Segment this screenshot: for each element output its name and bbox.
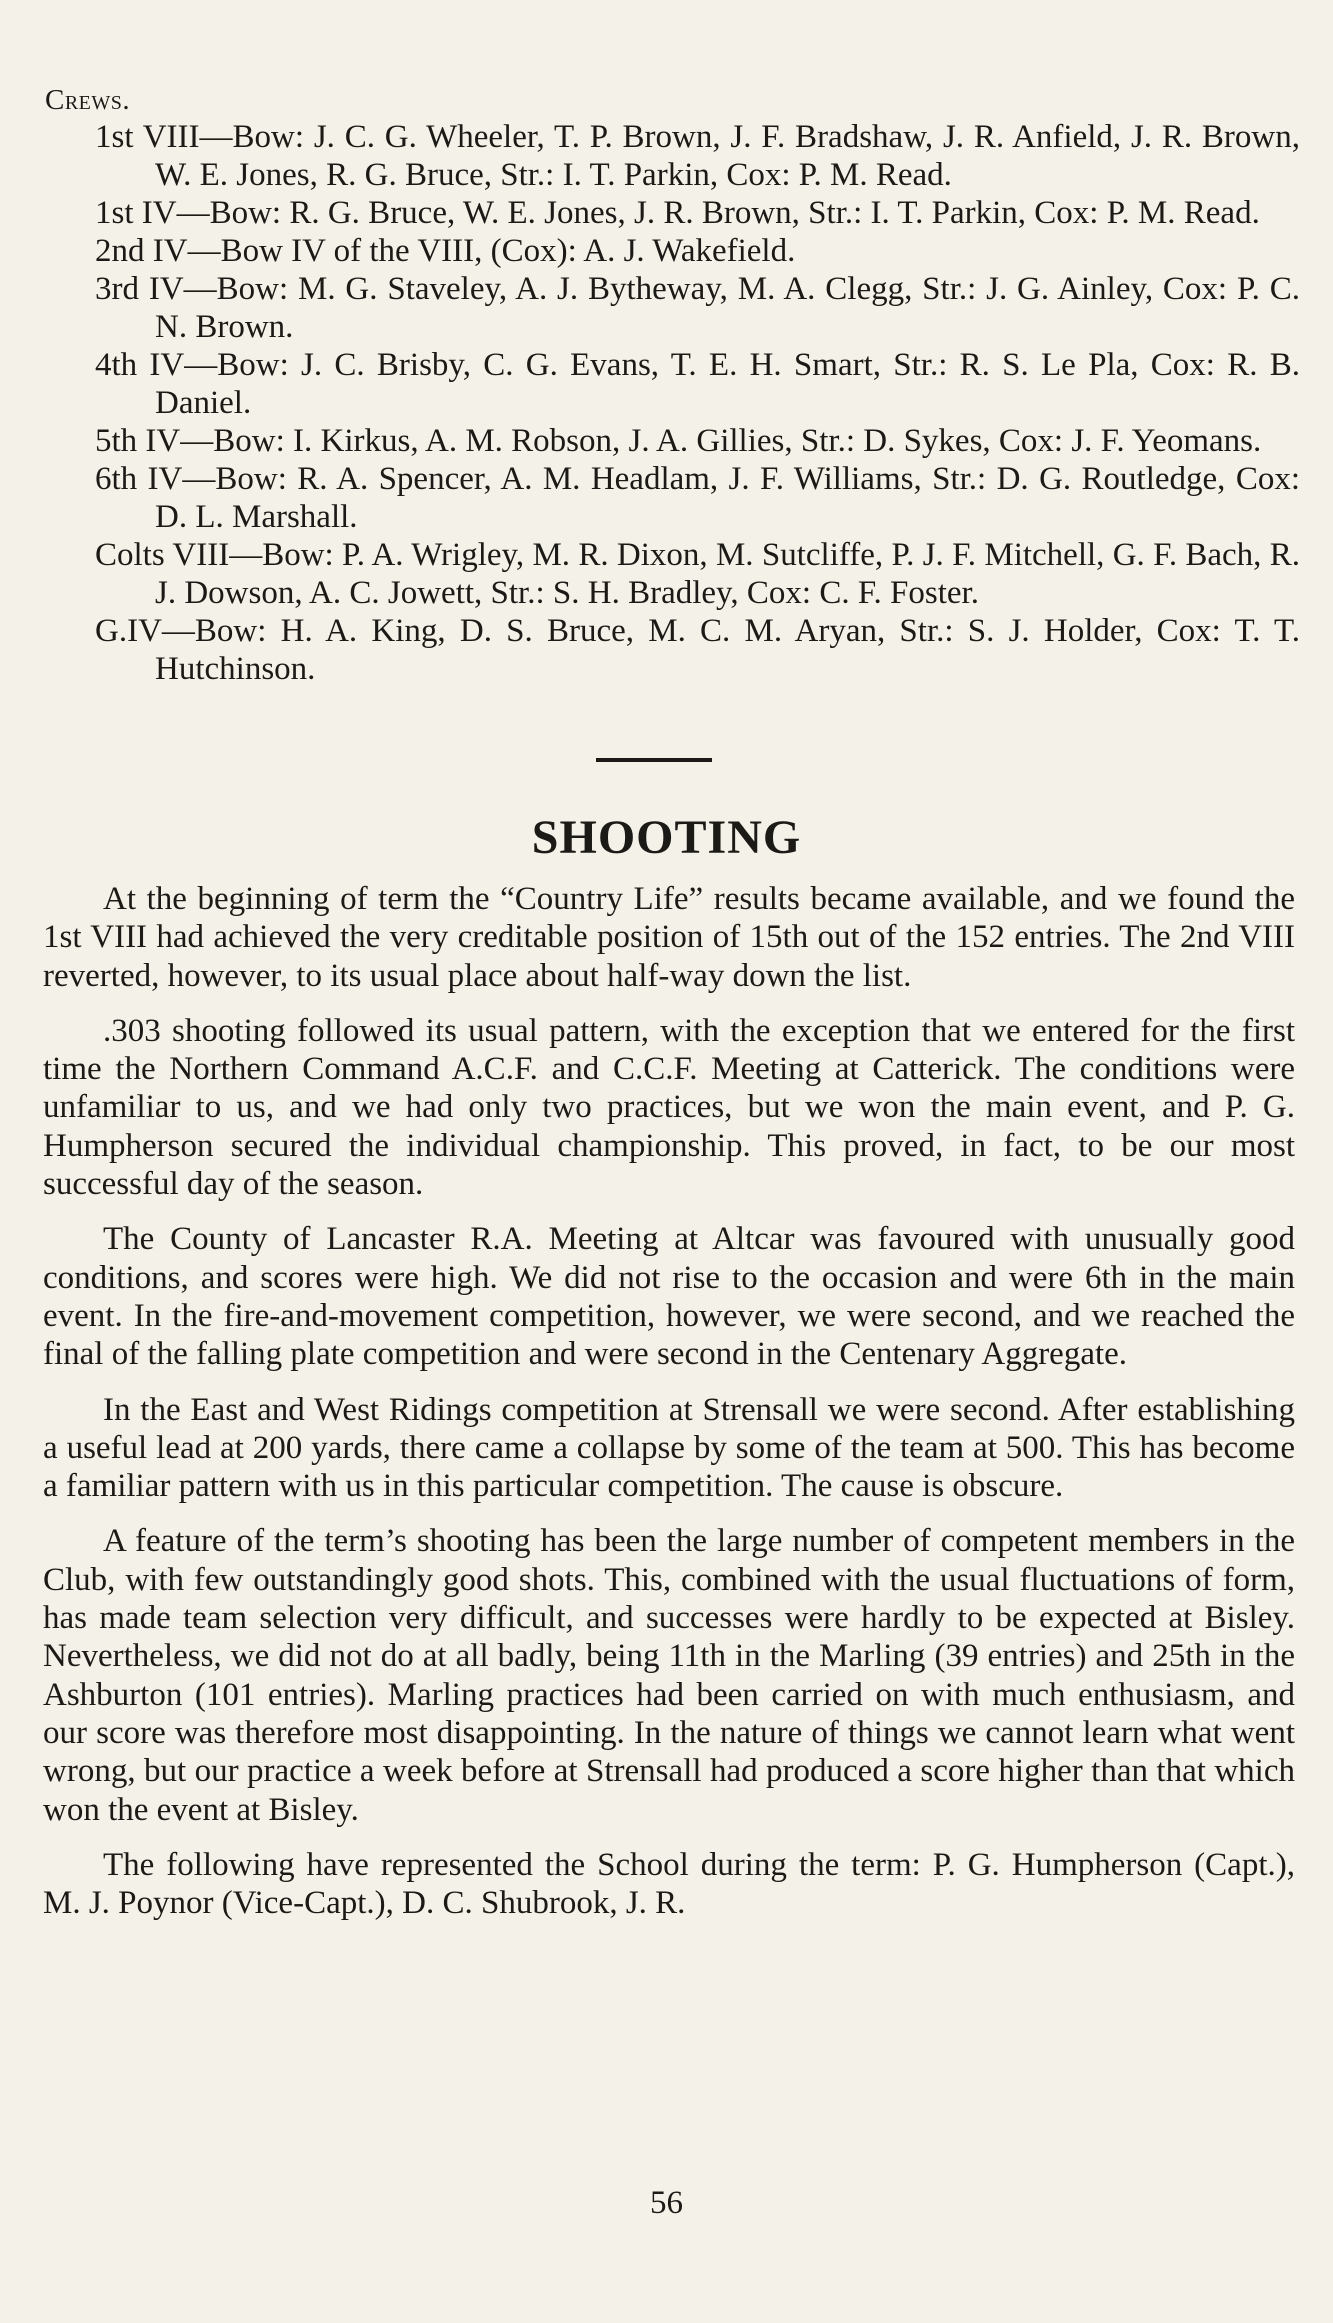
crews-list <box>95 118 1300 688</box>
paragraph: A feature of the term’s shooting has been the large number of competent members in the Club, with few outstandingly good shots. This, combined with the usual fluctuations of form, has made team selection very difficult, and successes were hardly to be expected at Bisley. Nevertheless, we did not do at all badly, being 11th in the Marling (39 entries) and 25th in the Ashburton (101 entries). Marling practices had been carried on with much enthusiasm, and our score was therefore most disappointing. In the nature of things we cannot learn what went wrong, but our practice a week before at Strensall had produced a score higher than that which won the event at Bisley. <box>43 1523 1295 1828</box>
paragraph: The following have represented the School during the term: P. G. Humpherson (Capt.), M. J. Poynor (Vice-Capt.), D. C. Shubrook, J. R. <box>43 1846 1295 1922</box>
paragraph: The County of Lancaster R.A. Meeting at Altcar was favoured with unusually good conditions, and scores were high. We did not rise to the occasion and were 6th in the main event. In the fire-and-movement competition, however, we were second, and we reached the final of the falling plate competition and were second in the Centenary Aggregate. <box>43 1221 1295 1373</box>
crew-entry: Colts VIII—Bow: P. A. Wrigley, M. R. Dixon, M. Sutcliffe, P. J. F. Mitchell, G. F. Bach, R. J. Dowson, A. C. Jowett, Str.: S. H. Bradley, Cox: C. F. Foster. <box>95 537 1300 611</box>
crew-entry: 2nd IV—Bow IV of the VIII, (Cox): A. J. Wakefield. <box>95 233 796 269</box>
crew-entry: G.IV—Bow: H. A. King, D. S. Bruce, M. C. M. Aryan, Str.: S. J. Holder, Cox: T. T. Hutchinson. <box>95 613 1300 687</box>
section-title: SHOOTING <box>531 811 802 864</box>
page-number: 56 <box>650 2185 683 2221</box>
crew-entry: 6th IV—Bow: R. A. Spencer, A. M. Headlam, J. F. Williams, Str.: D. G. Routledge, Cox: D. L. Marshall. <box>95 461 1300 535</box>
crew-entry: 1st IV—Bow: R. G. Bruce, W. E. Jones, J. R. Brown, Str.: I. T. Parkin, Cox: P. M. Read. <box>95 195 1260 231</box>
paragraph: In the East and West Ridings competition at Strensall we were second. After establishing a useful lead at 200 yards, there came a collapse by some of the team at 500. This has become a familiar pattern with us in this particular competition. The cause is obscure. <box>43 1391 1295 1505</box>
crews-heading: Crews. <box>45 84 131 116</box>
paragraph: .303 shooting followed its usual pattern, with the exception that we entered for the first time the Northern Command A.C.F. and C.C.F. Meeting at Catterick. The conditions were unfamiliar to us, and we had only two practices, but we won the main event, and P. G. Humpherson secured the individual championship. This proved, in fact, to be our most successful day of the season. <box>43 1012 1295 1203</box>
crew-entry: 4th IV—Bow: J. C. Brisby, C. G. Evans, T. E. H. Smart, Str.: R. S. Le Pla, Cox: R. B. Daniel. <box>95 347 1300 421</box>
shooting-article <box>43 880 1295 1939</box>
crew-entry: 3rd IV—Bow: M. G. Staveley, A. J. Bytheway, M. A. Clegg, Str.: J. G. Ainley, Cox: P. C. N. Brown. <box>95 271 1300 345</box>
crew-entry: 5th IV—Bow: I. Kirkus, A. M. Robson, J. A. Gillies, Str.: D. Sykes, Cox: J. F. Yeomans. <box>95 423 1262 459</box>
crew-entry: 1st VIII—Bow: J. C. G. Wheeler, T. P. Brown, J. F. Bradshaw, J. R. Anfield, J. R. Brown, W. E. Jones, R. G. Bruce, Str.: I. T. Parkin, Cox: P. M. Read. <box>95 119 1300 193</box>
paragraph: At the beginning of term the “Country Life” results became available, and we found the 1st VIII had achieved the very creditable position of 15th out of the 152 entries. The 2nd VIII reverted, however, to its usual place about half-way down the list. <box>43 881 1295 994</box>
section-divider <box>596 758 712 762</box>
